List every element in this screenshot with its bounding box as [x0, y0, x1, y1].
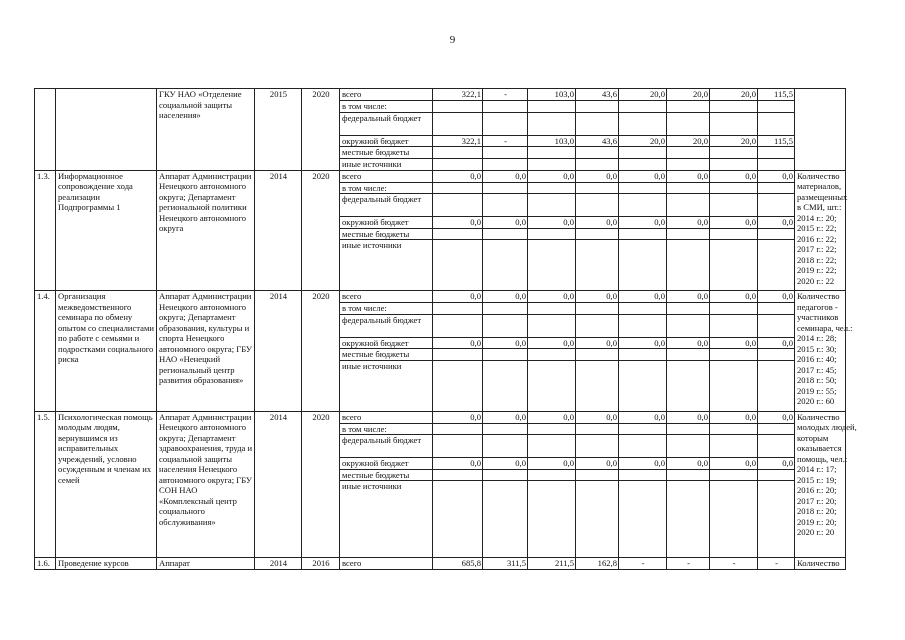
- table-row: [35, 411, 846, 423]
- indicator-line: Количество: [797, 411, 840, 422]
- funding-value: [667, 158, 710, 170]
- funding-value: [710, 228, 758, 240]
- funding-value: 0,0: [758, 458, 795, 470]
- start-year: 2015: [255, 89, 302, 171]
- activity-name: Информационное сопровождение хода реализации Подпрограммы 1: [56, 170, 157, 291]
- funding-value: 0,0: [483, 458, 528, 470]
- funding-value: 0,0: [710, 217, 758, 229]
- funding-value: [576, 240, 619, 291]
- funding-value: -: [483, 89, 528, 101]
- funding-value: [483, 147, 528, 159]
- funding-value: [667, 228, 710, 240]
- funding-value: -: [758, 558, 795, 570]
- funding-value: 0,0: [528, 291, 576, 303]
- funding-value: 0,0: [758, 337, 795, 349]
- funding-value: [619, 481, 667, 558]
- activity-executor: ГКУ НАО «Отделение социальной защиты населения»: [157, 89, 255, 171]
- funding-value: [619, 469, 667, 481]
- funding-value: [576, 349, 619, 361]
- funding-value: 20,0: [667, 135, 710, 147]
- funding-value: 0,0: [667, 411, 710, 423]
- funding-value: [528, 469, 576, 481]
- page-number: 9: [449, 34, 456, 46]
- funding-value: [710, 303, 758, 315]
- funding-value: [758, 228, 795, 240]
- funding-value: [710, 349, 758, 361]
- funding-source-label: федеральный бюджет: [340, 435, 433, 458]
- indicator-line: 2018 г.: 50;: [797, 375, 837, 385]
- table-row: [35, 89, 846, 101]
- funding-value: [483, 112, 528, 135]
- funding-value: [576, 360, 619, 411]
- funding-value: [667, 182, 710, 194]
- funding-value: 0,0: [667, 170, 710, 182]
- funding-value: [576, 423, 619, 435]
- funding-value: [576, 101, 619, 113]
- funding-value: [619, 112, 667, 135]
- funding-source-label: местные бюджеты: [340, 228, 433, 240]
- funding-value: [576, 435, 619, 458]
- funding-value: 115,5: [758, 89, 795, 101]
- funding-value: 103,0: [528, 89, 576, 101]
- funding-value: 0,0: [710, 291, 758, 303]
- funding-value: [433, 228, 483, 240]
- funding-value: [576, 158, 619, 170]
- funding-value: [758, 240, 795, 291]
- funding-value: 0,0: [667, 291, 710, 303]
- activity-name: [56, 89, 157, 171]
- funding-value: [528, 423, 576, 435]
- funding-source-label: федеральный бюджет: [340, 194, 433, 217]
- funding-value: [576, 228, 619, 240]
- funding-source-label: в том числе:: [340, 303, 433, 315]
- funding-value: 0,0: [528, 170, 576, 182]
- funding-source-label: иные источники: [340, 240, 433, 291]
- funding-value: [758, 423, 795, 435]
- funding-value: 0,0: [758, 170, 795, 182]
- funding-source-label: иные источники: [340, 481, 433, 558]
- funding-value: [528, 349, 576, 361]
- funding-source-label: всего: [340, 558, 433, 570]
- table-row: [35, 170, 846, 182]
- funding-value: 0,0: [667, 337, 710, 349]
- indicator-line: 2016 г.: 40;: [797, 354, 837, 364]
- funding-source-label: окружной бюджет: [340, 217, 433, 229]
- funding-value: [710, 112, 758, 135]
- indicator-line: 2017 г.: 22;: [797, 244, 837, 254]
- end-year: 2020: [302, 411, 340, 558]
- funding-value: 0,0: [758, 291, 795, 303]
- funding-value: 0,0: [758, 217, 795, 229]
- funding-value: [619, 349, 667, 361]
- funding-value: 0,0: [483, 337, 528, 349]
- funding-value: [433, 182, 483, 194]
- funding-value: [576, 194, 619, 217]
- funding-value: 0,0: [483, 170, 528, 182]
- end-year: 2020: [302, 291, 340, 412]
- funding-value: [710, 481, 758, 558]
- funding-source-label: всего: [340, 170, 433, 182]
- activity-number: [35, 89, 56, 171]
- funding-value: [667, 314, 710, 337]
- funding-value: 20,0: [710, 135, 758, 147]
- funding-value: [528, 147, 576, 159]
- funding-source-label: в том числе:: [340, 101, 433, 113]
- funding-value: [619, 147, 667, 159]
- funding-value: [528, 240, 576, 291]
- funding-value: [758, 303, 795, 315]
- funding-value: [483, 194, 528, 217]
- indicator-line: 2015 г.: 30;: [797, 343, 837, 354]
- funding-value: [710, 147, 758, 159]
- target-indicator: [795, 170, 846, 291]
- funding-value: 43,6: [576, 135, 619, 147]
- funding-value: [483, 101, 528, 113]
- funding-value: [619, 435, 667, 458]
- funding-value: [483, 303, 528, 315]
- funding-value: [758, 147, 795, 159]
- funding-value: 0,0: [528, 337, 576, 349]
- indicator-line: материалов,: [797, 181, 842, 191]
- funding-value: 0,0: [483, 411, 528, 423]
- funding-value: [483, 481, 528, 558]
- funding-value: [758, 349, 795, 361]
- target-indicator: [795, 558, 846, 570]
- table-row: [35, 558, 846, 570]
- indicator-line: 2018 г.: 22;: [797, 254, 837, 265]
- funding-value: [433, 360, 483, 411]
- funding-value: -: [619, 558, 667, 570]
- funding-value: 0,0: [619, 411, 667, 423]
- funding-value: [619, 101, 667, 113]
- funding-value: [483, 240, 528, 291]
- funding-value: [576, 481, 619, 558]
- funding-value: 0,0: [483, 217, 528, 229]
- funding-source-label: всего: [340, 89, 433, 101]
- funding-value: 0,0: [619, 458, 667, 470]
- funding-value: [758, 158, 795, 170]
- indicator-line: 2014 г.: 17;: [797, 464, 837, 474]
- funding-value: [483, 435, 528, 458]
- funding-value: 43,6: [576, 89, 619, 101]
- indicator-line: 2016 г.: 20;: [797, 485, 837, 495]
- funding-value: [433, 240, 483, 291]
- target-indicator: [795, 89, 846, 171]
- indicator-line: которым: [797, 432, 829, 443]
- funding-value: 0,0: [433, 291, 483, 303]
- funding-value: 0,0: [576, 291, 619, 303]
- end-year: 2016: [302, 558, 340, 570]
- funding-value: [528, 435, 576, 458]
- funding-value: [710, 435, 758, 458]
- funding-value: [667, 423, 710, 435]
- funding-value: [710, 469, 758, 481]
- funding-value: 0,0: [667, 458, 710, 470]
- indicator-line: семинара, чел.:: [797, 322, 853, 333]
- funding-value: 0,0: [433, 411, 483, 423]
- funding-value: [758, 435, 795, 458]
- funding-source-label: в том числе:: [340, 182, 433, 194]
- funding-value: [667, 469, 710, 481]
- funding-value: [758, 481, 795, 558]
- start-year: 2014: [255, 411, 302, 558]
- activity-number: 1.5.: [35, 411, 56, 558]
- funding-value: [433, 158, 483, 170]
- funding-value: [710, 194, 758, 217]
- funding-value: [619, 360, 667, 411]
- funding-value: [433, 423, 483, 435]
- funding-value: [667, 240, 710, 291]
- funding-value: [619, 314, 667, 337]
- funding-source-label: окружной бюджет: [340, 135, 433, 147]
- indicator-line: в СМИ, шт.:: [797, 202, 842, 212]
- funding-source-label: местные бюджеты: [340, 469, 433, 481]
- funding-value: 0,0: [576, 337, 619, 349]
- funding-value: [483, 228, 528, 240]
- indicator-line: педагогов -: [797, 301, 838, 312]
- activity-number: 1.4.: [35, 291, 56, 412]
- funding-value: 0,0: [433, 217, 483, 229]
- funding-value: [576, 182, 619, 194]
- indicator-line: Количество: [797, 170, 840, 181]
- funding-value: [619, 182, 667, 194]
- funding-value: 0,0: [576, 170, 619, 182]
- funding-value: [619, 303, 667, 315]
- funding-value: 20,0: [710, 89, 758, 101]
- funding-value: [667, 194, 710, 217]
- funding-value: 162,8: [576, 558, 619, 570]
- funding-source-label: федеральный бюджет: [340, 314, 433, 337]
- funding-value: [710, 314, 758, 337]
- funding-source-label: всего: [340, 291, 433, 303]
- indicator-line: 2019 г.: 55;: [797, 385, 837, 396]
- funding-value: [619, 228, 667, 240]
- funding-value: [667, 112, 710, 135]
- indicator-line: 2017 г.: 45;: [797, 364, 837, 375]
- indicator-line: молодых людей,: [797, 422, 857, 432]
- funding-value: 0,0: [576, 217, 619, 229]
- funding-value: [433, 194, 483, 217]
- funding-value: 0,0: [710, 411, 758, 423]
- start-year: 2014: [255, 558, 302, 570]
- program-activities-table: [34, 88, 857, 570]
- funding-value: [619, 194, 667, 217]
- funding-value: [433, 481, 483, 558]
- funding-value: [528, 112, 576, 135]
- indicator-line: Количество: [797, 558, 840, 568]
- funding-value: 322,1: [433, 135, 483, 147]
- funding-value: 0,0: [619, 217, 667, 229]
- activity-executor: Аппарат: [157, 558, 255, 570]
- start-year: 2014: [255, 170, 302, 291]
- funding-source-label: иные источники: [340, 158, 433, 170]
- funding-value: [667, 349, 710, 361]
- activity-name: Организация межведомственного семинара по обмену опытом со специалистами по работе с семьями и подростками социального риска: [56, 291, 157, 412]
- funding-value: [667, 360, 710, 411]
- indicator-line: 2019 г.: 22;: [797, 265, 837, 275]
- funding-value: [758, 101, 795, 113]
- funding-value: [576, 314, 619, 337]
- funding-value: 0,0: [758, 411, 795, 423]
- funding-value: 20,0: [667, 89, 710, 101]
- funding-value: [619, 240, 667, 291]
- funding-value: [710, 423, 758, 435]
- funding-value: [667, 435, 710, 458]
- funding-value: 685,8: [433, 558, 483, 570]
- funding-value: 20,0: [619, 89, 667, 101]
- funding-value: -: [710, 558, 758, 570]
- indicator-line: 2015 г.: 22;: [797, 223, 837, 233]
- funding-value: [667, 481, 710, 558]
- target-indicator: [795, 411, 857, 558]
- funding-value: 0,0: [619, 337, 667, 349]
- funding-source-label: местные бюджеты: [340, 349, 433, 361]
- end-year: 2020: [302, 89, 340, 171]
- indicator-line: Количество: [797, 291, 840, 301]
- funding-source-label: окружной бюджет: [340, 458, 433, 470]
- funding-value: [433, 101, 483, 113]
- funding-value: 0,0: [433, 170, 483, 182]
- funding-value: [758, 360, 795, 411]
- funding-value: [528, 228, 576, 240]
- funding-source-label: в том числе:: [340, 423, 433, 435]
- target-indicator: [795, 291, 853, 412]
- funding-value: -: [483, 135, 528, 147]
- funding-value: 20,0: [619, 135, 667, 147]
- funding-value: [667, 303, 710, 315]
- funding-value: [528, 481, 576, 558]
- funding-value: [710, 182, 758, 194]
- funding-value: [433, 469, 483, 481]
- funding-value: [619, 158, 667, 170]
- funding-value: [710, 240, 758, 291]
- funding-value: 0,0: [619, 170, 667, 182]
- activity-executor: Аппарат Администрации Ненецкого автономного округа; Департамент региональной политики Ненецкого автономного округа: [157, 170, 255, 291]
- funding-value: [667, 147, 710, 159]
- funding-value: [528, 182, 576, 194]
- funding-value: [483, 360, 528, 411]
- funding-value: 0,0: [433, 458, 483, 470]
- funding-value: [528, 194, 576, 217]
- activity-executor: Аппарат Администрации Ненецкого автономного округа; Департамент здравоохранения, труда и социальной защиты населения Ненецкого автономного округа; ГБУ СОН НАО «Комплексный центр социального обслуживания»: [157, 411, 255, 558]
- funding-value: [758, 112, 795, 135]
- funding-value: [576, 303, 619, 315]
- indicator-line: 2020 г.: 60: [797, 396, 835, 406]
- funding-value: [528, 158, 576, 170]
- funding-value: 103,0: [528, 135, 576, 147]
- funding-source-label: окружной бюджет: [340, 337, 433, 349]
- funding-value: 0,0: [576, 458, 619, 470]
- funding-value: [576, 469, 619, 481]
- indicator-line: 2020 г.: 20: [797, 527, 835, 537]
- activity-number: 1.3.: [35, 170, 56, 291]
- funding-value: [433, 303, 483, 315]
- end-year: 2020: [302, 170, 340, 291]
- funding-value: [483, 423, 528, 435]
- funding-value: 0,0: [433, 337, 483, 349]
- funding-value: [710, 158, 758, 170]
- funding-value: [758, 182, 795, 194]
- start-year: 2014: [255, 291, 302, 412]
- funding-value: 0,0: [483, 291, 528, 303]
- funding-value: [758, 194, 795, 217]
- funding-value: 211,5: [528, 558, 576, 570]
- funding-value: [433, 314, 483, 337]
- funding-value: 322,1: [433, 89, 483, 101]
- funding-value: 0,0: [528, 411, 576, 423]
- funding-value: [619, 423, 667, 435]
- funding-value: 0,0: [576, 411, 619, 423]
- indicator-line: 2017 г.: 20;: [797, 495, 837, 506]
- funding-source-label: федеральный бюджет: [340, 112, 433, 135]
- activity-number: 1.6.: [35, 558, 56, 570]
- funding-value: [528, 303, 576, 315]
- funding-value: [667, 101, 710, 113]
- funding-value: 0,0: [710, 458, 758, 470]
- funding-source-label: местные бюджеты: [340, 147, 433, 159]
- indicator-line: размещенных: [797, 191, 848, 202]
- funding-value: [710, 101, 758, 113]
- funding-value: [758, 469, 795, 481]
- funding-value: [528, 314, 576, 337]
- funding-value: [758, 314, 795, 337]
- funding-value: 0,0: [528, 458, 576, 470]
- indicator-line: 2016 г.: 22;: [797, 233, 837, 244]
- activity-name: Проведение курсов: [56, 558, 157, 570]
- indicator-line: 2014 г.: 20;: [797, 212, 837, 223]
- funding-value: [433, 112, 483, 135]
- funding-value: 0,0: [528, 217, 576, 229]
- funding-value: -: [667, 558, 710, 570]
- funding-source-label: всего: [340, 411, 433, 423]
- indicator-line: 2014 г.: 28;: [797, 333, 837, 343]
- indicator-line: участников: [797, 312, 839, 322]
- activity-name: Психологическая помощь молодым людям, вернувшимся из исправительных учреждений, условно осужденным и членам их семей: [56, 411, 157, 558]
- indicator-line: 2019 г.: 20;: [797, 516, 837, 527]
- table-row: [35, 291, 846, 303]
- funding-value: 0,0: [710, 170, 758, 182]
- funding-value: [433, 349, 483, 361]
- funding-value: [483, 314, 528, 337]
- indicator-line: оказывается: [797, 443, 842, 453]
- indicator-line: 2020 г.: 22: [797, 275, 835, 286]
- indicator-line: 2015 г.: 19;: [797, 474, 837, 485]
- funding-value: 0,0: [619, 291, 667, 303]
- funding-value: [576, 112, 619, 135]
- funding-value: [433, 435, 483, 458]
- funding-value: 311,5: [483, 558, 528, 570]
- funding-value: [433, 147, 483, 159]
- funding-value: [528, 101, 576, 113]
- funding-value: [483, 469, 528, 481]
- indicator-line: 2018 г.: 20;: [797, 506, 837, 516]
- funding-value: 115,5: [758, 135, 795, 147]
- funding-value: [483, 349, 528, 361]
- funding-value: 0,0: [667, 217, 710, 229]
- funding-value: [576, 147, 619, 159]
- indicator-line: помощь, чел.:: [797, 453, 848, 464]
- funding-source-label: иные источники: [340, 360, 433, 411]
- funding-value: [483, 158, 528, 170]
- funding-value: [528, 360, 576, 411]
- activity-executor: Аппарат Администрации Ненецкого автономного округа; Департамент образования, культуры и спорта Ненецкого автономного округа; ГБУ НАО «Ненецкий региональный центр развития образования»: [157, 291, 255, 412]
- funding-value: 0,0: [710, 337, 758, 349]
- funding-value: [483, 182, 528, 194]
- funding-value: [710, 360, 758, 411]
